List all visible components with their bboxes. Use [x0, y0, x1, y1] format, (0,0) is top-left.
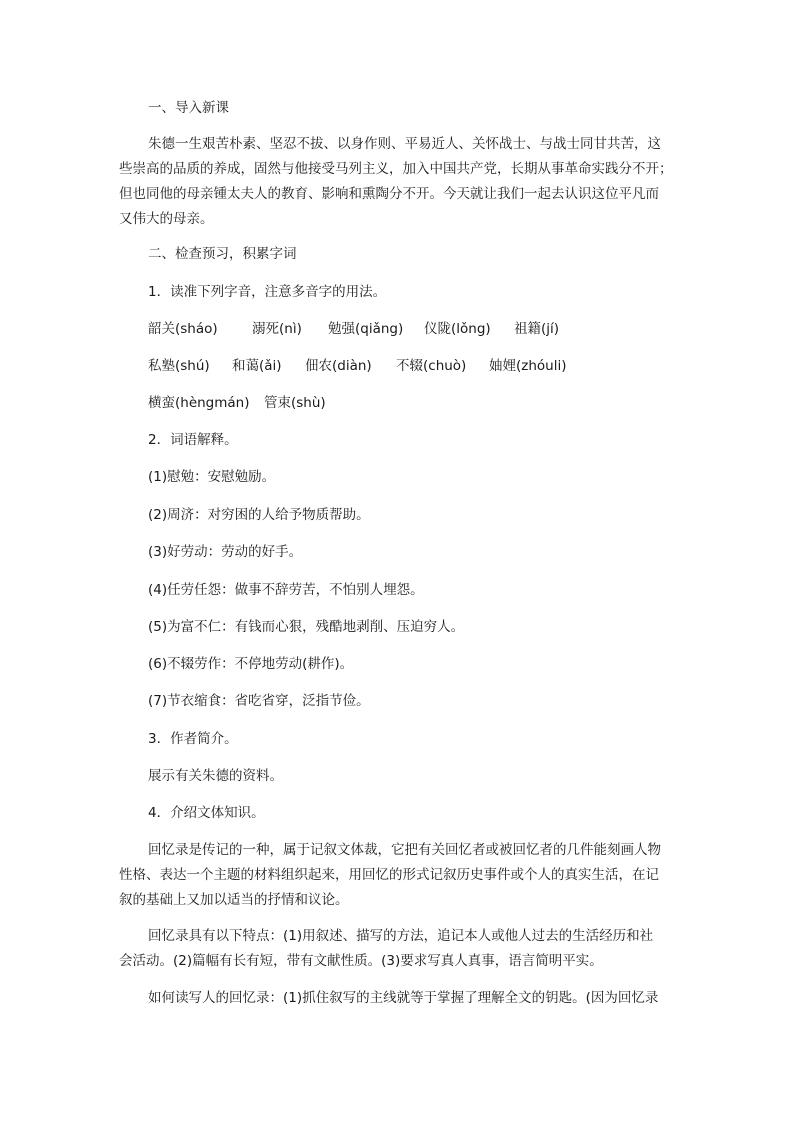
definition-item: (3)好劳动：劳动的好手。 [148, 544, 303, 560]
item-author: 3．作者简介。 [148, 731, 238, 747]
text-line: 如何读写人的回忆录：(1)抓住叙写的主线就等于掌握了理解全文的钥匙。(因为回忆录 [148, 990, 659, 1006]
text-line: 些崇高的品质的养成，固然与他接受马列主义，加入中国共产党，长期从事革命实践分不开； [119, 161, 673, 177]
reading-paragraph [119, 986, 679, 1011]
section-heading-preview: 二、检查预习，积累字词 [148, 246, 297, 262]
text-line: 朱德一生艰苦朴素、坚忍不拔、以身作则、平易近人、关怀战士、与战士同甘共苦，这 [148, 136, 661, 152]
pinyin-word: 横蛮(hèngmán) [148, 395, 250, 411]
definition-item: (1)慰勉：安慰勉励。 [148, 469, 276, 485]
pinyin-word: 祖籍(jí) [514, 321, 560, 337]
pinyin-word: 仪陇(lǒng) [424, 321, 491, 337]
author-text: 展示有关朱德的资料。 [148, 768, 283, 784]
text-line: 回忆录具有以下特点：(1)用叙述、描写的方法，追记本人或他人过去的生活经历和社 [148, 928, 654, 944]
pinyin-word: 佃农(diàn) [305, 358, 372, 374]
item-definitions: 2．词语解释。 [148, 432, 238, 448]
text-line: 但也同他的母亲锺太夫人的教育、影响和熏陶分不开。今天就让我们一起去认识这位平凡而 [119, 186, 659, 202]
text-line: 会活动。(2)篇幅有长有短，带有文献性质。(3)要求写真人真事，语言简明平实。 [119, 953, 603, 969]
pinyin-word: 妯娌(zhóuli) [489, 358, 567, 374]
pinyin-word: 不辍(chuò) [396, 358, 467, 374]
definition-item: (5)为富不仁：有钱而心狠，残酷地剥削、压迫穷人。 [148, 619, 465, 635]
definition-item: (4)任劳任怨：做事不辞劳苦，不怕别人埋怨。 [148, 582, 424, 598]
definition-item: (6)不辍劳作：不停地劳动(耕作)。 [148, 656, 354, 672]
intro-paragraph [119, 132, 679, 232]
pinyin-word: 管束(shù) [264, 395, 326, 411]
definition-item: (2)周济：对穷困的人给予物质帮助。 [148, 507, 370, 523]
item-pronunciation: 1．读准下列字音，注意多音字的用法。 [148, 284, 387, 300]
pinyin-word: 溺死(nì) [252, 321, 302, 337]
text-line: 回忆录是传记的一种，属于记叙文体裁，它把有关回忆者或被回忆者的几件能刻画人物 [148, 842, 661, 858]
text-line: 性格、表达一个主题的材料组织起来，用回忆的形式记叙历史事件或个人的真实生活，在记 [119, 867, 659, 883]
pinyin-word: 和蔼(ǎi) [232, 358, 282, 374]
pinyin-word: 勉强(qiǎng) [328, 321, 404, 337]
features-paragraph [119, 924, 679, 974]
text-line: 叙的基础上又加以适当的抒情和议论。 [119, 892, 349, 908]
item-genre: 4．介绍文体知识。 [148, 805, 265, 821]
definition-item: (7)节衣缩食：省吃省穿，泛指节俭。 [148, 693, 370, 709]
text-line: 又伟大的母亲。 [119, 211, 214, 227]
genre-paragraph [119, 838, 679, 913]
section-heading-intro: 一、导入新课 [148, 100, 229, 116]
pinyin-word: 私塾(shú) [148, 358, 210, 374]
pinyin-word: 韶关(sháo) [148, 321, 218, 337]
